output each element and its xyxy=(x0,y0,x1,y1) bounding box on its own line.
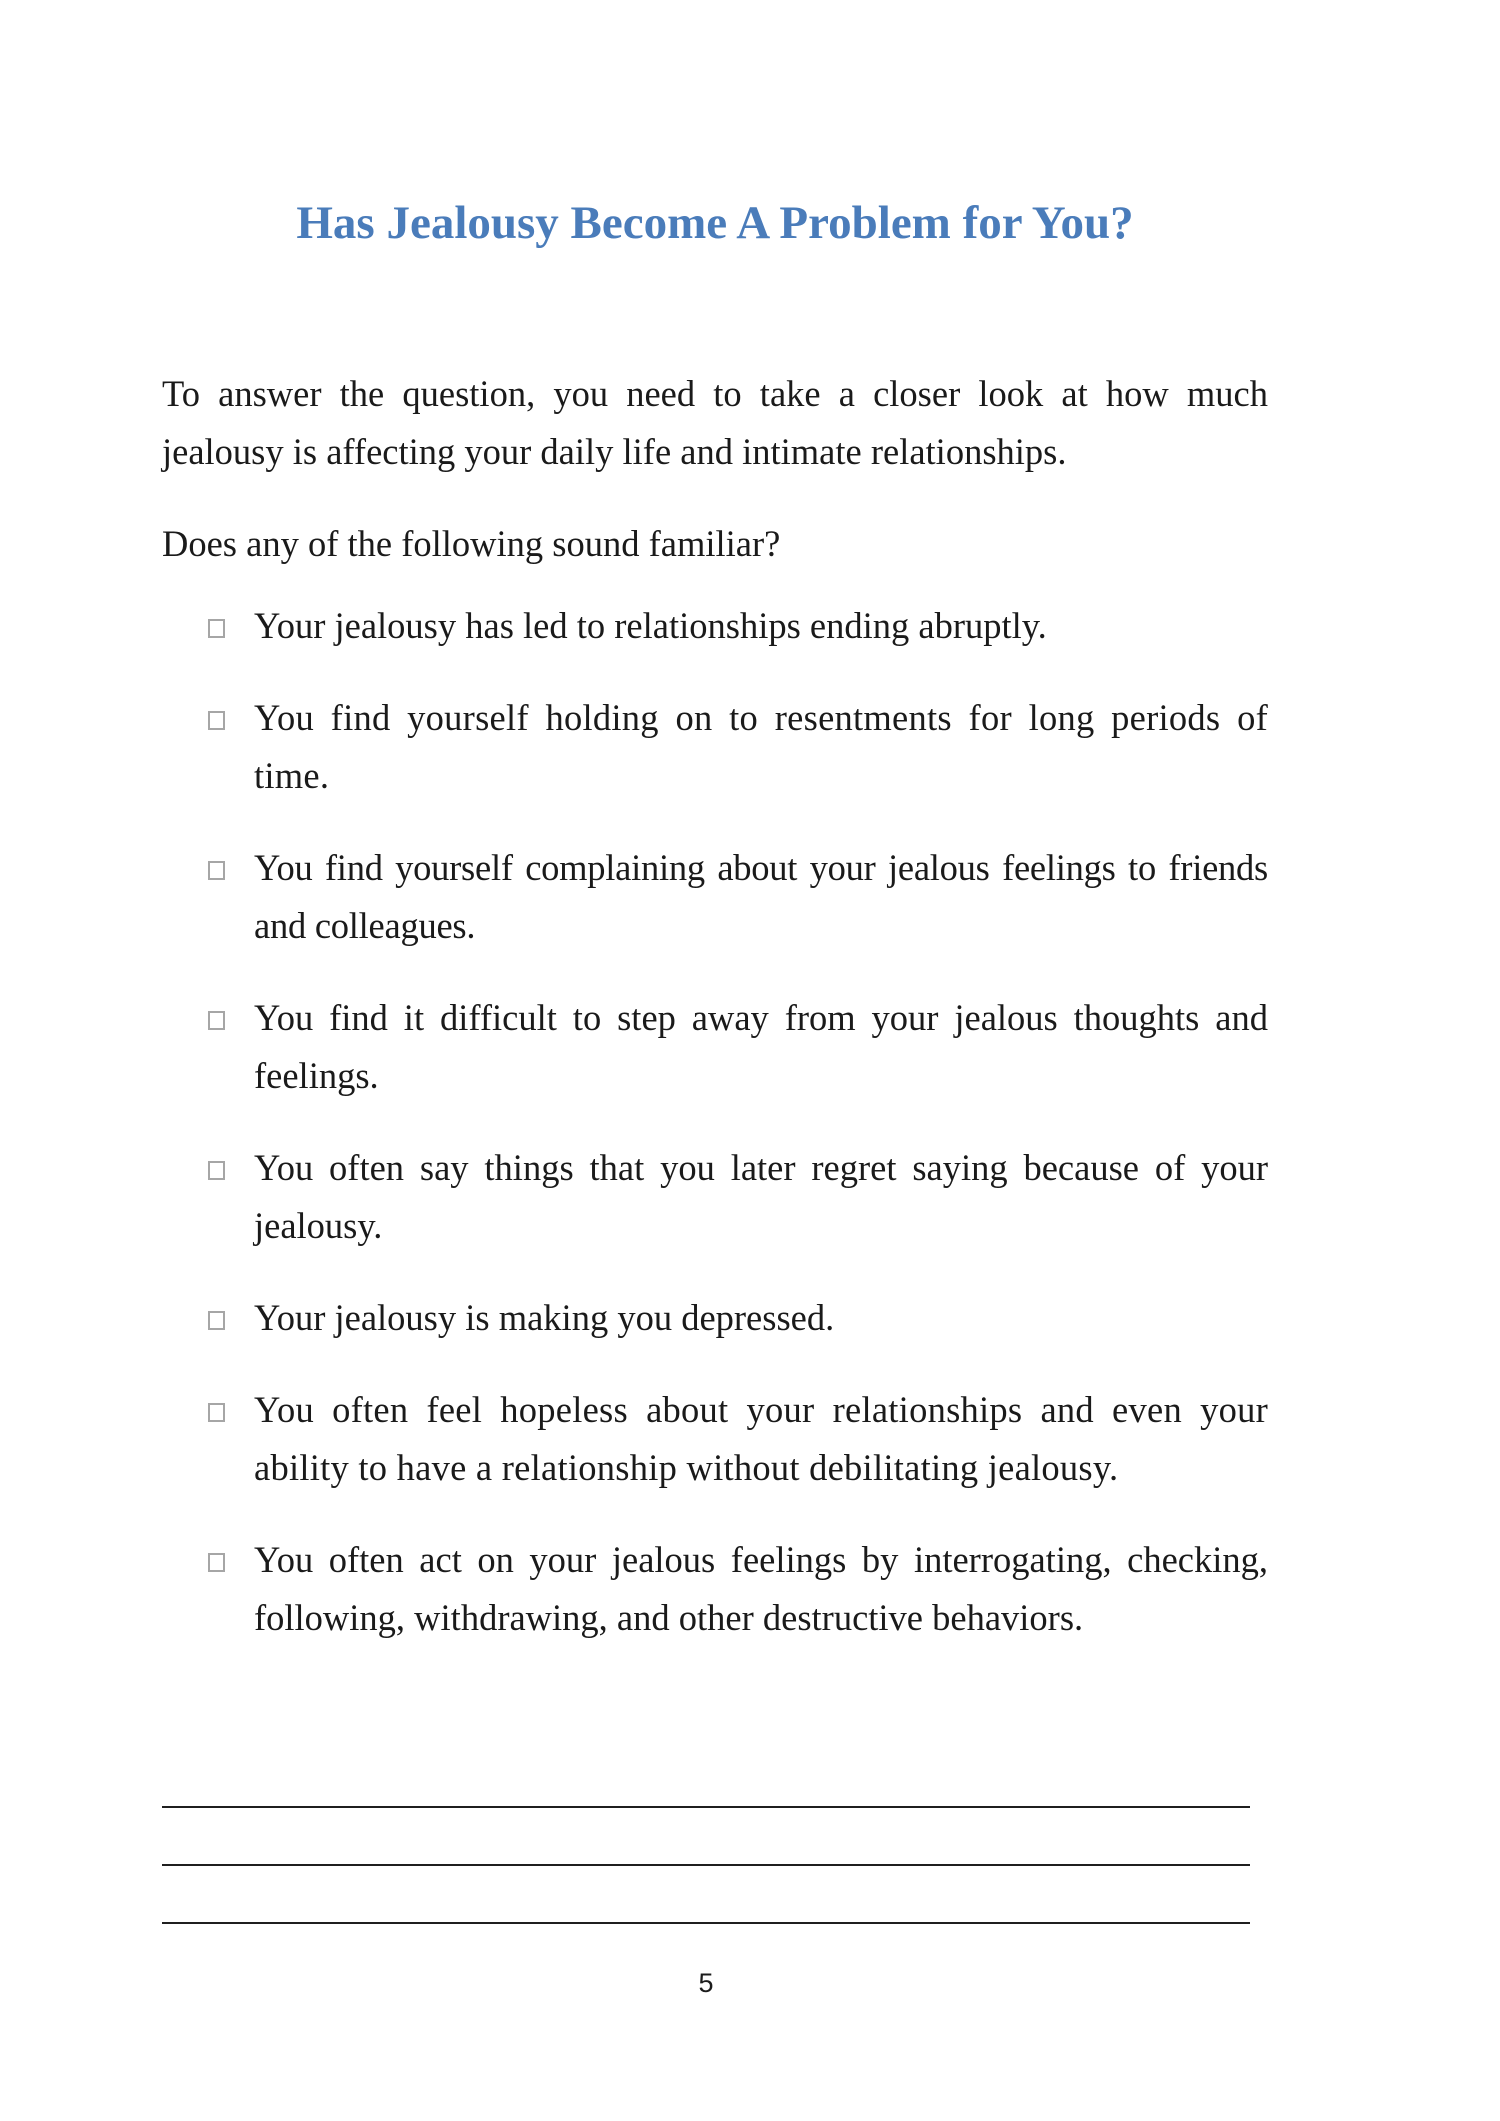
checkbox-icon[interactable] xyxy=(208,1553,225,1572)
checklist-item-label: You often feel hopeless about your relationships and even your ability to have a relationship without debilitating jealousy. xyxy=(254,1389,1268,1488)
intro-paragraph: To answer the question, you need to take a closer look at how much jealousy is affecting your daily life and intimate relationships. xyxy=(162,373,1268,472)
page-number: 5 xyxy=(698,1968,714,1998)
writing-line xyxy=(162,1806,1250,1808)
checklist-item xyxy=(162,597,1268,655)
checkbox-icon[interactable] xyxy=(208,1011,225,1030)
checkbox-icon[interactable] xyxy=(208,1311,225,1330)
writing-line xyxy=(162,1922,1250,1924)
checklist-item-label: You find yourself holding on to resentments for long periods of time. xyxy=(254,697,1268,796)
checklist-item-label: Your jealousy is making you depressed. xyxy=(254,1297,835,1338)
checklist-item xyxy=(162,689,1268,805)
checkbox-icon[interactable] xyxy=(208,711,225,730)
checklist-item xyxy=(162,989,1268,1105)
checkbox-icon[interactable] xyxy=(208,619,225,638)
checklist-item xyxy=(162,839,1268,955)
checklist-item-label: You often act on your jealous feelings by interrogating, checking, following, withdrawing, and other destructive behaviors. xyxy=(254,1539,1268,1638)
checklist-item-label: Your jealousy has led to relationships ending abruptly. xyxy=(254,605,1047,646)
checklist-item xyxy=(162,1381,1268,1497)
checkbox-icon[interactable] xyxy=(208,1403,225,1422)
checklist-item-label: You find it difficult to step away from your jealous thoughts and feelings. xyxy=(254,997,1268,1096)
checklist xyxy=(162,597,1268,1681)
checklist-item xyxy=(162,1289,1268,1347)
checklist-item-label: You often say things that you later regret saying because of your jealousy. xyxy=(254,1147,1268,1246)
page-title: Has Jealousy Become A Problem for You? xyxy=(296,197,1134,249)
checklist-item xyxy=(162,1139,1268,1255)
checklist-item-label: You find yourself complaining about your jealous feelings to friends and colleagues. xyxy=(254,847,1268,946)
checklist-item xyxy=(162,1531,1268,1647)
checkbox-icon[interactable] xyxy=(208,861,225,880)
writing-line xyxy=(162,1864,1250,1866)
checkbox-icon[interactable] xyxy=(208,1161,225,1180)
prompt-line: Does any of the following sound familiar? xyxy=(162,523,781,564)
